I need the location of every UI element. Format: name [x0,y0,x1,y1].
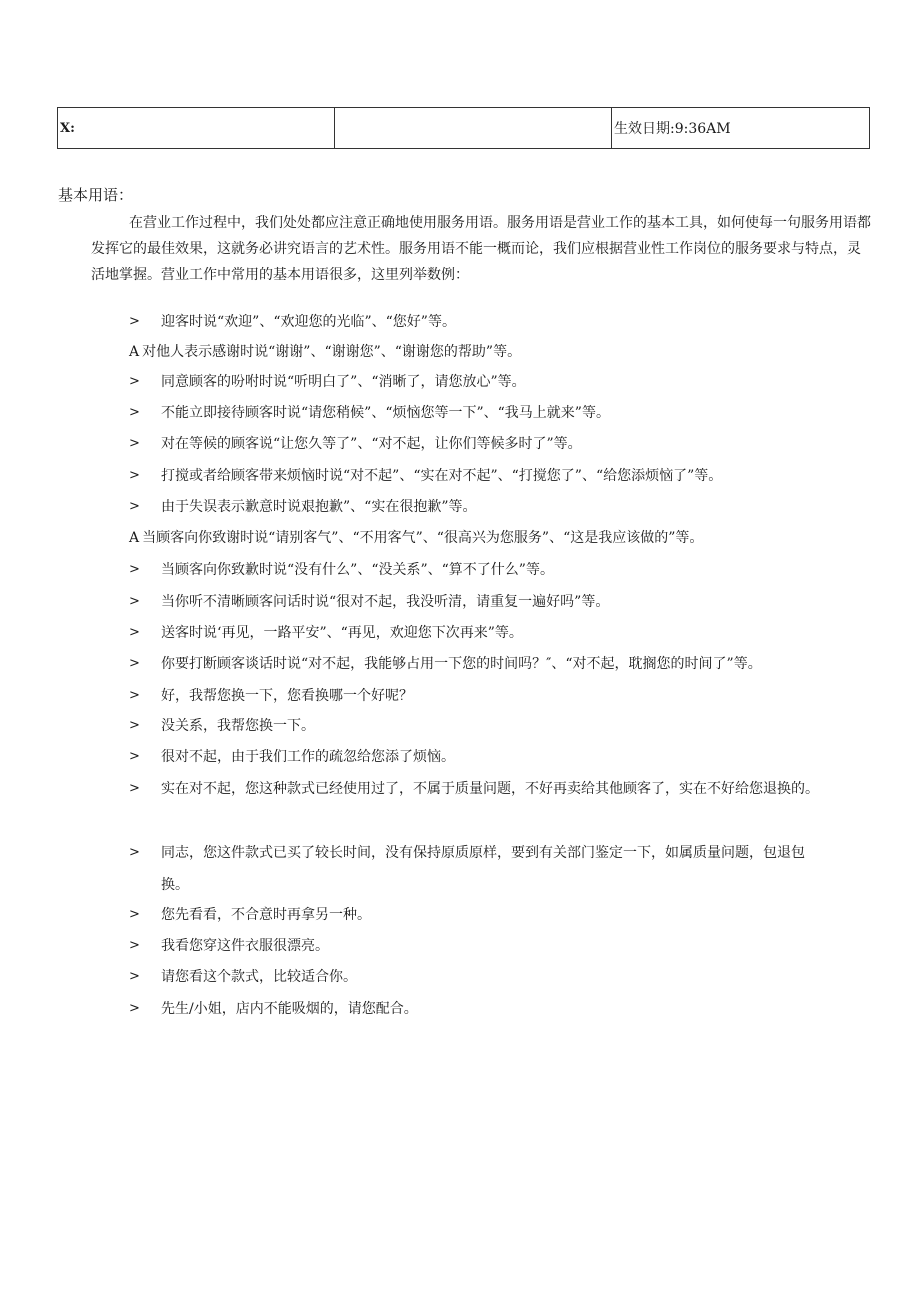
list-item [129,930,329,962]
arrow-bullet-icon: > [129,562,140,577]
list-item [129,522,703,554]
phrase-text: 好，我帮您换一下，您看换哪一个好呢？ [161,688,413,704]
a-bullet-icon: A [129,530,140,546]
arrow-bullet-icon: > [129,436,140,451]
phrase-text: 没关系，我帮您换一下。 [161,718,315,734]
phrase-text: 你要打断顾客谈话时说“对不起，我能够占用一下您的时间吗？″、“对不起，耽搁您的时间了”等。 [161,656,762,672]
list-item [129,741,455,773]
arrow-bullet-icon: > [129,314,140,329]
phrase-text: 实在对不起，您这种款式已经使用过了，不属于质量问题，不好再卖给其他顾客了，实在不好给您退换的。 [161,781,819,797]
list-item [129,710,315,742]
arrow-bullet-icon: > [129,749,140,764]
list-item [129,899,371,931]
arrow-bullet-icon: > [129,625,140,640]
phrase-text: 当你听不清晰顾客问话时说“很对不起，我没听清，请重复一遍好吗”等。 [161,594,610,610]
arrow-bullet-icon: > [129,374,140,389]
phrase-text: 您先看看，不合意时再拿另一种。 [161,907,371,923]
arrow-bullet-icon: > [129,907,140,922]
arrow-bullet-icon: > [129,656,140,671]
phrase-text: 先生/小姐，店内不能吸烟的，请您配合。 [161,1001,418,1017]
arrow-bullet-icon: > [129,718,140,733]
list-item [129,961,357,993]
arrow-bullet-icon: > [129,405,140,420]
list-item [129,397,610,429]
arrow-bullet-icon: > [129,468,140,483]
arrow-bullet-icon: > [129,969,140,984]
header-cell-empty [335,108,612,148]
header-cell-effective-date: 生效日期:9:36AM [614,121,731,137]
list-item [129,617,523,649]
list-item [129,680,413,712]
phrase-text: 同意顾客的吩咐时说“听明白了”、“消晰了，请您放心”等。 [161,374,526,390]
list-item [129,460,722,492]
a-bullet-icon: A [129,344,140,360]
phrase-text: 不能立即接待顾客时说“请您稍候”、“烦恼您等一下”、“我马上就来”等。 [161,405,610,421]
phrase-text: 对在等候的顾客说“让您久等了”、“对不起，让你们等候多时了”等。 [161,436,582,452]
list-item [129,993,418,1025]
phrase-text: 迎客时说“欢迎”、“欢迎您的光临”、“您好”等。 [161,314,456,330]
phrase-text: 很对不起，由于我们工作的疏忽给您添了烦恼。 [161,749,455,765]
header-table [57,107,870,149]
list-item [129,554,554,586]
header-cell-label: X: [58,108,335,148]
list-item [129,586,609,618]
phrase-text: 由于失误表示歉意时说艰抱歉”、“实在很抱歉”等。 [161,499,477,515]
list-item [129,428,582,460]
arrow-bullet-icon: > [129,781,140,796]
arrow-bullet-icon: > [129,688,140,703]
phrase-text: 打搅或者给顾客带来烦恼时说“对不起”、“实在对不起”、“打搅您了”、“给您添烦恼了”等。 [161,468,723,484]
list-item [129,648,762,680]
section-title: 基本用语： [58,186,134,204]
phrase-text: 当顾客向你致谢时说“请别客气”、“不用客气”、“很高兴为您服务”、“这是我应该做的”等。 [142,530,704,546]
list-item [129,336,521,368]
phrase-text: 同志，您这件款式已买了较长时间，没有保持原质原样，要到有关部门鉴定一下，如属质量问题，包退包换。 [161,845,805,893]
phrase-text: 请您看这个款式，比较适合你。 [161,969,357,985]
phrase-text: 当顾客向你致歉时说“没有什么”、“没关系”、“算不了什么”等。 [161,562,554,578]
list-item [129,773,829,805]
list-item [129,306,456,338]
arrow-bullet-icon: > [129,594,140,609]
phrase-text: 送客时说‘再见，一路平安”、“再见，欢迎您下次再来”等。 [161,625,523,641]
phrase-text: 我看您穿这件衣服很漂亮。 [161,938,329,954]
arrow-bullet-icon: > [129,845,140,860]
intro-paragraph: 在营业工作过程中，我们处处都应注意正确地使用服务用语。服务用语是营业工作的基本工具，如何使每一句服务用语都发挥它的最佳效果，这就务必讲究语言的艺术性。服务用语不能一概而论，我们应根据营业性工作岗位的服务要求与特点，灵活地掌握。营业工作中常用的基本用语很多，这里列举数例： [91,215,871,283]
arrow-bullet-icon: > [129,938,140,953]
phrase-text: 对他人表示感谢时说“谢谢”、“谢谢您”、“谢谢您的帮助”等。 [142,344,522,360]
arrow-bullet-icon: > [129,1001,140,1016]
list-item [129,366,526,398]
arrow-bullet-icon: > [129,499,140,514]
list-item [129,491,476,523]
list-item [129,837,829,901]
